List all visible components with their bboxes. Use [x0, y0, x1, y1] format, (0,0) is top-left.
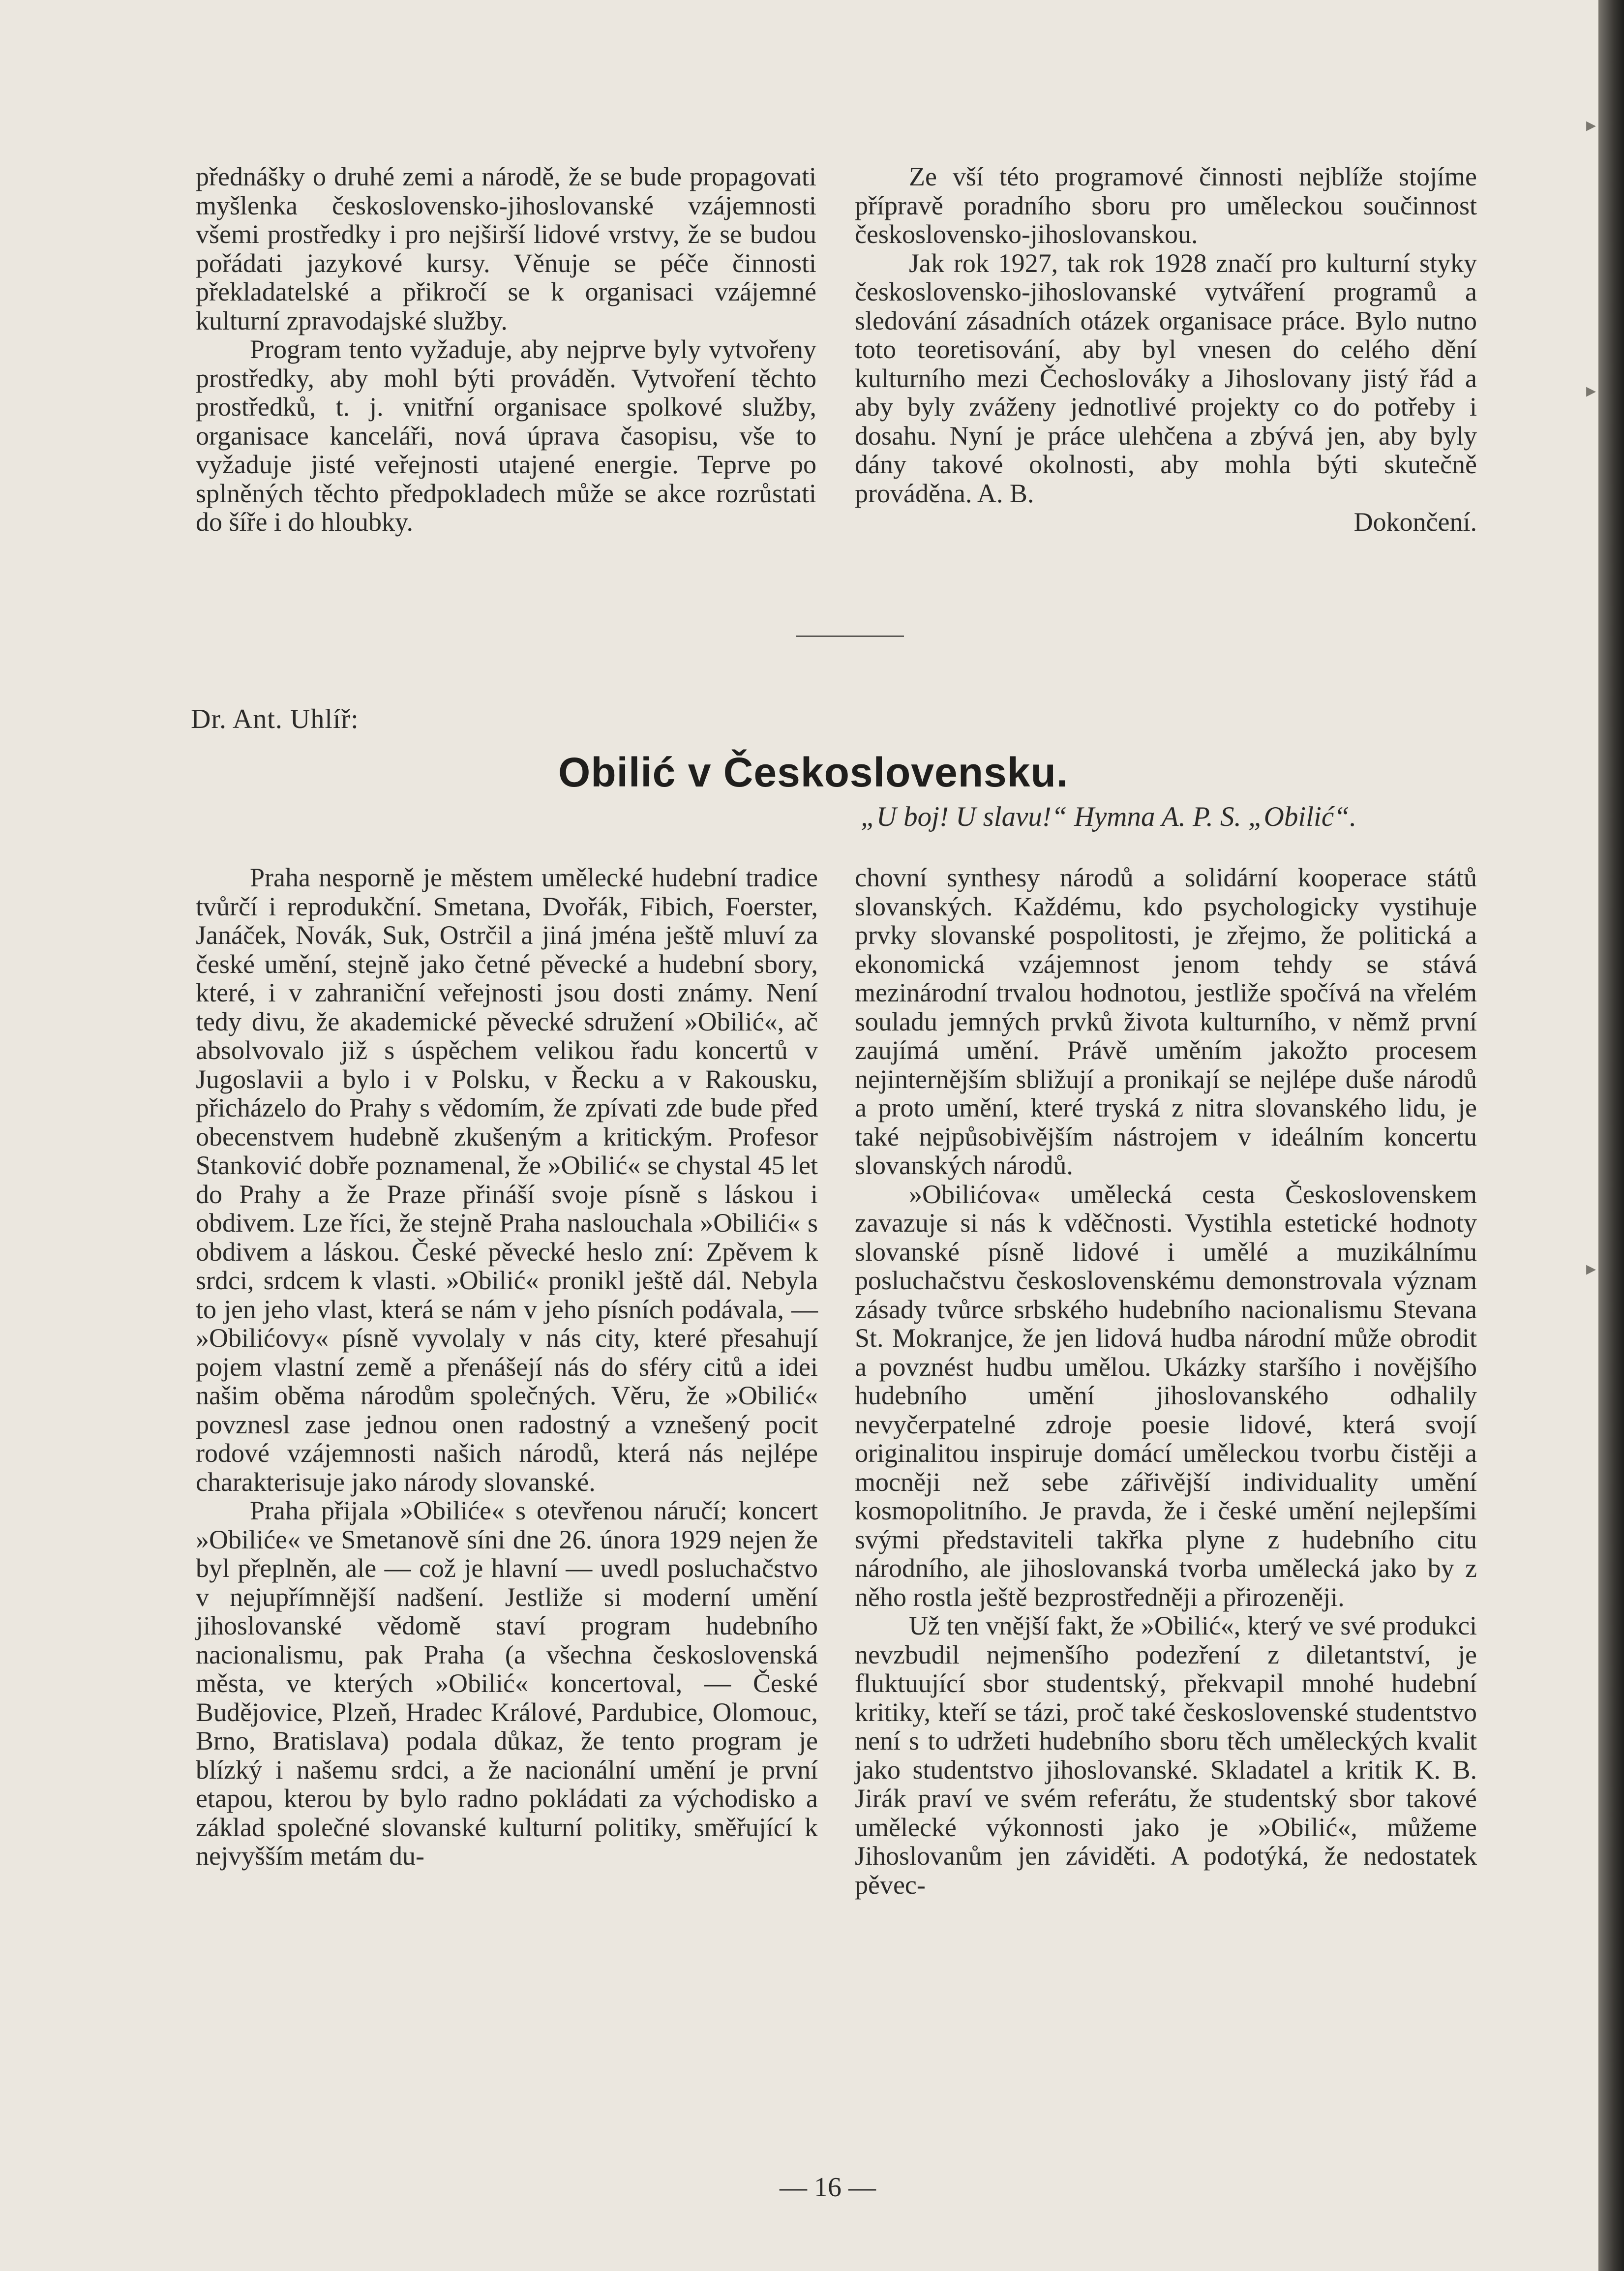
paragraph: chovní synthesy národů a solidární kooperace států slovanských. Každému, kdo psychologicky vystihuje prvky slovanské pospolitosti, je zřejmo, že politická a ekonomická vzájemnost jenom tehdy se stává mezinárodní trvalou hodnotou, jestliže spočívá na vřelém souladu jemných prvků života kulturního, v němž první zaujímá umění. Právě uměním jakožto procesem nejinternějším sbližují a pronikají se nejlépe duše národů a proto umění, které tryská z nitra slovanského lidu, je také nejpůsobivějším nástrojem v ideálním koncertu slovanských národů. — [855, 863, 1477, 1180]
paragraph: Ze vší této programové činnosti nejblíže stojíme přípravě poradního sboru pro uměleckou součinnost československo-jihoslovanskou. — [855, 162, 1477, 249]
paragraph: Praha nesporně je městem umělecké hudební tradice tvůrčí i reprodukční. Smetana, Dvořák, Fibich, Foerster, Janáček, Novák, Suk, Ostrčil a jiná jména ještě mluví za české umění, stejně jako četné pěvecké a hudební sbory, které, i v zahraniční veřejnosti jsou dosti známy. Není tedy divu, že akademické pěvecké sdružení »Obilić«, ač absolvovalo již s úspěchem velikou řadu koncertů v Jugoslavii a bylo i v Polsku, v Řecku a v Rakousku, přicházelo do Prahy s vědomím, že zpívati zde bude před obecenstvem hudebně zkušeným a kritickým. Profesor Stanković dobře poznamenal, že »Obilić« se chystal 45 let do Prahy a že Praze přináší svoje písně s láskou i obdivem. Lze říci, že stejně Praha naslouchala »Obilići« s obdivem a láskou. České pěvecké heslo zní: Zpěvem k srdci, srdcem k vlasti. »Obilić« pronikl ještě dál. Nebyla to jen jeho vlast, která se nám v jeho písních podávala, — »Obilićovy« písně vyvolaly v nás city, které přesahují pojem vlastní země a přenášejí nás do sféry citů a idei našim oběma národům společných. Věru, že »Obilić« povznesl zase jednou onen radostný a vznešený pocit rodové vzájemnosti našich národů, která nás nejlépe charakterisuje jako národy slovanské. — [196, 863, 818, 1497]
page-number: — 16 — — [780, 2172, 876, 2203]
article-motto: „U boj! U slavu!“ Hymna A. P. S. „Obilić“. — [861, 801, 1357, 832]
section-divider — [796, 636, 904, 637]
article-right-column — [855, 863, 1477, 1899]
article-left-column — [196, 863, 818, 1871]
margin-mark: ▸ — [1586, 1257, 1596, 1279]
top-left-column — [196, 162, 816, 537]
paragraph: přednášky o druhé zemi a národě, že se bude propagovati myšlenka československo-jihoslovanské vzájemnosti všemi prostředky i pro nejširší lidové vrstvy, že se budou pořádati jazykové kursy. Věnuje se péče činnosti překladatelské a přikročí se k organisaci vzájemné kulturní zpravodajské služby. — [196, 162, 816, 335]
margin-mark: ▸ — [1586, 379, 1596, 401]
paragraph: Program tento vyžaduje, aby nejprve byly vytvořeny prostředky, aby mohl býti prováděn. Vytvoření těchto prostředků, t. j. vnitřní organisace spolkové služby, organisace kanceláři, nová úprava časopisu, vše to vyžaduje jisté veřejnosti utajené energie. Teprve po splněných těchto předpokladech může se akce rozrůstati do šíře i do hloubky. — [196, 334, 816, 537]
article-title: Obilić v Československu. — [558, 749, 1069, 795]
paragraph: Praha přijala »Obiliće« s otevřenou náručí; koncert »Obiliće« ve Smetanově síni dne 26. února 1929 nejen že byl přeplněn, ale — což je hlavní — uvedl posluchačstvo v nejupřímnější nadšení. Jestliže si moderní umění jihoslovanské vědomě staví program hudebního nacionalismu, pak Praha (a všechna československá města, ve kterých »Obilić« koncertoval, — České Budějovice, Plzeň, Hradec Králové, Pardubice, Olomouc, Brno, Bratislava) podala důkaz, že tento program je blízký i našemu srdci, a že nacionální umění je první etapou, kterou by bylo radno pokládati za východisko a základ společné slovanské kulturní politiky, směřující k nejvyšším metám du- — [196, 1496, 818, 1871]
continuation-note: Dokončení. — [1353, 507, 1477, 537]
paragraph: »Obilićova« umělecká cesta Československem zavazuje si nás k vděčnosti. Vystihla estetické hodnoty slovanské písně lidové i umělé a muzikálnímu posluchačstvu československému demonstrovala význam zásady tvůrce srbského hudebního nacionalismu Stevana St. Mokranjce, že jen lidová hudba národní může obrodit a povznést hudbu umělou. Ukázky staršího i novějšího hudebního umění jihoslovanského odhalily nevyčerpatelné zdroje poesie lidové, která svojí originalitou inspiruje domácí uměleckou tvorbu čistěji a mocněji než sebe zářivější individuality umění kosmopolitního. Je pravda, že i české umění nejlepšími svými představiteli takřka plyne z hudebního citu národního, ale jihoslovanská tvorba umělecká jako by z něho rostla ještě bezprostředněji a přirozeněji. — [855, 1179, 1477, 1612]
article-author: Dr. Ant. Uhlíř: — [191, 704, 359, 734]
paragraph: Jak rok 1927, tak rok 1928 značí pro kulturní styky československo-jihoslovanské vytváření programů a sledování zásadních otázek organisace práce. Bylo nutno toto teoretisování, aby byl vnesen do celého dění kulturního mezi Čechoslováky a Jihoslovany jistý řád a aby byly zváženy jednotlivé projekty co do potřeby i dosahu. Nyní je práce ulehčena a zbývá jen, aby byly dány takové okolnosti, aby mohla býti skutečně prováděna. A. B. — [855, 248, 1477, 508]
margin-mark: ▸ — [1586, 114, 1596, 136]
binding-edge — [1598, 0, 1624, 2271]
paragraph: Už ten vnější fakt, že »Obilić«, který ve své produkci nevzbudil nejmenšího podezření z diletantství, je fluktuující sbor studentský, překvapil mnohé hudební kritiky, kteří se tázi, proč také československé studentstvo není s to udržeti hudebního sboru těch uměleckých kvalit jako studentstvo jihoslovanské. Skladatel a kritik K. B. Jirák praví ve svém referátu, že studentský sbor takové umělecké výkonnosti jako je »Obilić«, můžeme Jihoslovanům jen záviděti. A podotýká, že nedostatek pěvec- — [855, 1611, 1477, 1900]
top-right-column — [855, 162, 1477, 537]
